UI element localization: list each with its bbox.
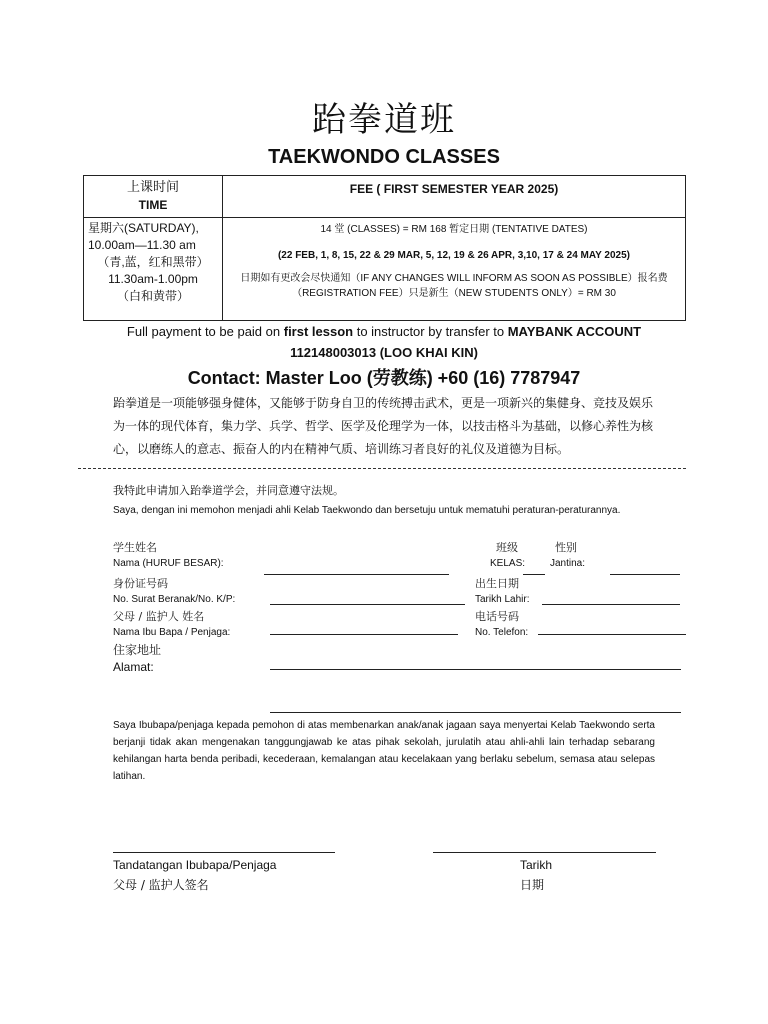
parent-name-field[interactable] — [270, 634, 458, 635]
dob-field[interactable] — [542, 604, 680, 605]
gender-label: Jantina: — [550, 558, 586, 569]
name-label: Nama (HURUF BESAR): — [113, 558, 224, 569]
name-label-zh: 学生姓名 — [113, 541, 157, 554]
time-line: 星期六(SATURDAY), — [88, 221, 199, 235]
signature-label-zh: 父母 / 监护人签名 — [113, 878, 209, 892]
payment-account: MAYBANK ACCOUNT — [507, 324, 642, 339]
time-line: 11.30am-1.00pm — [108, 272, 198, 286]
application-statement-zh: 我特此申请加入跆拳道学会，并同意遵守法规。 — [113, 484, 344, 497]
dob-label-zh: 出生日期 — [475, 577, 519, 590]
cut-line-divider — [78, 468, 686, 469]
address-field-line-2[interactable] — [270, 712, 681, 713]
parent-label: Nama Ibu Bapa / Penjaga: — [113, 627, 231, 638]
class-field[interactable] — [523, 574, 545, 575]
ic-field[interactable] — [270, 604, 465, 605]
address-field-line-1[interactable] — [270, 669, 681, 670]
time-line: （白和黄带） — [116, 289, 189, 303]
fee-dates: (22 FEB, 1, 8, 15, 22 & 29 MAR, 5, 12, 19 & 26 APR, 3,10, 17 & 24 MAY 2025) — [277, 250, 631, 261]
payment-first-lesson: first lesson — [283, 324, 354, 339]
payment-info — [0, 321, 768, 363]
date-field[interactable] — [433, 852, 656, 853]
dob-label: Tarikh Lahir: — [475, 594, 530, 605]
payment-text: to instructor by transfer to — [353, 324, 508, 339]
phone-label: No. Telefon: — [475, 627, 529, 638]
parent-label-zh: 父母 / 监护人 姓名 — [113, 610, 205, 623]
intro-paragraph: 跆拳道是一项能够强身健体，又能够于防身自卫的传统搏击武术，更是一项新兴的集健身、竞技及娱乐为一体的现代体育，集力学、兵学、哲学、医学及伦理学为一体，以技击格斗为基础，以修心养性为核心，以磨练人的意志、振奋人的内在精神气质、培训练习者良好的礼仪及道德为目标。 — [113, 396, 654, 456]
signature-field[interactable] — [113, 852, 335, 853]
phone-field[interactable] — [538, 634, 686, 635]
ic-label: No. Surat Beranak/No. K/P: — [113, 594, 236, 605]
signature-label: Tandatangan Ibubapa/Penjaga — [113, 858, 277, 872]
contact-line: Contact: Master Loo (劳教练) +60 (16) 7787947 — [187, 368, 581, 388]
fee-note: （REGISTRATION FEE）只是新生（NEW STUDENTS ONLY）= RM 30 — [292, 288, 616, 299]
address-label-zh: 住家地址 — [113, 643, 162, 657]
phone-label-zh: 电话号码 — [475, 610, 519, 623]
fee-header-cell — [223, 176, 686, 218]
payment-text: Full payment to be paid on — [126, 324, 284, 339]
gender-field[interactable] — [610, 574, 680, 575]
name-field[interactable] — [264, 574, 449, 575]
time-header-zh: 上课时间 — [126, 179, 179, 194]
page-title: TAEKWONDO CLASSES — [268, 146, 500, 168]
application-statement: Saya, dengan ini memohon menjadi ahli Kelab Taekwondo dan bersetuju untuk mematuhi peraturan-peraturannya. — [113, 505, 621, 516]
address-label: Alamat: — [113, 660, 154, 674]
payment-account-number: 112148003013 (LOO KHAI KIN) — [290, 345, 478, 360]
fee-line: 14 堂 (CLASSES) = RM 168 暂定日期 (TENTATIVE DATES) — [320, 224, 588, 235]
page-title-chinese: 跆拳道班 — [312, 100, 456, 140]
time-cell — [84, 218, 223, 321]
gender-label-zh: 性别 — [555, 541, 577, 554]
class-label-zh: 班级 — [496, 541, 518, 554]
fee-header: FEE ( FIRST SEMESTER YEAR 2025) — [349, 182, 559, 196]
fee-note: 日期如有更改会尽快通知（IF ANY CHANGES WILL INFORM AS SOON AS POSSIBLE）报名费 — [240, 273, 668, 284]
consent-statement: Saya Ibubapa/penjaga kepada pemohon di atas membenarkan anak/anak jagaan saya menyertai Kelab Taekwondo serta berjanji tidak akan mengenakan tanggungjawab ke atas pihak sekolah, jurulatih atau ahli-ahli lain terhadap sebarang kehilangan harta benda peribadi, kecederaan, kemalangan atau kecelakaan yang berlaku sebelum, semasa atau selepas latihan. — [113, 720, 655, 782]
date-label-zh: 日期 — [520, 878, 545, 892]
ic-label-zh: 身份证号码 — [113, 577, 168, 590]
schedule-table — [83, 175, 686, 321]
time-header-cell — [84, 176, 223, 218]
time-header-en: TIME — [138, 198, 168, 212]
class-label: KELAS: — [490, 558, 526, 569]
date-label: Tarikh — [520, 858, 553, 872]
time-line: 10.00am—11.30 am — [88, 238, 196, 252]
time-line: （青,蓝，红和黑带） — [97, 255, 209, 269]
fee-cell — [223, 218, 686, 321]
